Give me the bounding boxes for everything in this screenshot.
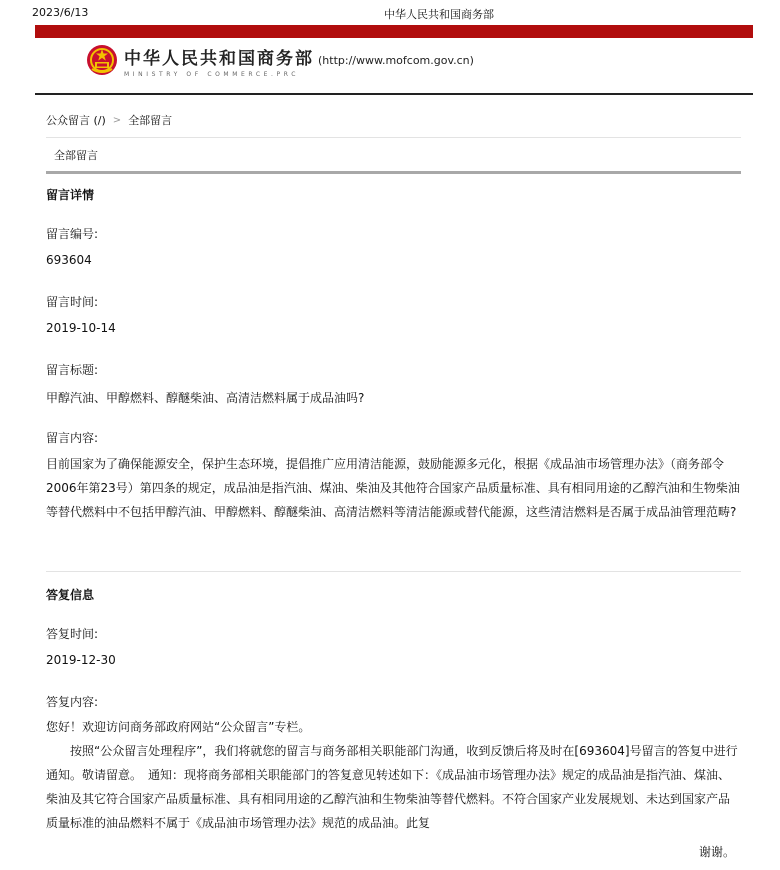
message-content-value: 目前国家为了确保能源安全，保护生态环境，提倡推广应用清洁能源，鼓励能源多元化，根据《成品油市场管理办法》（商务部令2006年第23号）第四条的规定，成品油是指汽油、煤油、柴油及其他符合国家产品质量标准、具有相同用途的乙醇汽油和生物柴油等替代燃料中不包括甲醇汽油、甲醇燃料、醇醚柴油、高清洁燃料等清洁能源或替代能源，这些清洁燃料是否属于成品油管理范畴? xyxy=(46,457,740,519)
breadcrumb-item-public-messages[interactable]: 公众留言 (/) xyxy=(46,114,106,127)
section-divider xyxy=(46,571,741,572)
message-title-label: 留言标题: xyxy=(46,363,99,377)
message-content-label: 留言内容: xyxy=(46,431,99,445)
logo-english-name: MINISTRY OF COMMERCE.PRC xyxy=(124,71,300,78)
logo-url: (http://www.mofcom.gov.cn) xyxy=(318,54,474,67)
reply-time-label: 答复时间: xyxy=(46,627,99,641)
reply-body: 按照“公众留言处理程序”，我们将就您的留言与商务部相关职能部门沟通，收到反馈后将及时在[693604]号留言的答复中进行通知。敬请留意。 通知：现将商务部相关职能部门的答复意见转述如下：《成品油市场管理办法》规定的成品油是指汽油、煤油、柴油及其它符合国家产品质量标准、具有相同用途的乙醇汽油和生物柴油等替代燃料。不符合国家产业发展规划、未达到国家产品质量标准的油品燃料不属于《成品油市场管理办法》规范的成品油。此复 xyxy=(46,744,738,830)
reply-greeting: 您好！欢迎访问商务部政府网站“公众留言”专栏。 xyxy=(46,720,311,734)
message-time-label: 留言时间: xyxy=(46,295,99,309)
message-content xyxy=(46,0,741,870)
message-number-value: 693604 xyxy=(46,253,92,267)
reply-heading: 答复信息 xyxy=(46,588,95,602)
print-date: 2023/6/13 xyxy=(32,6,89,19)
chevron-right-icon: > xyxy=(112,114,122,126)
tab-all-messages[interactable]: 全部留言 xyxy=(54,149,98,162)
message-title-value: 甲醇汽油、甲醇燃料、醇醚柴油、高清洁燃料属于成品油吗? xyxy=(46,391,365,405)
breadcrumb-item-all-messages[interactable]: 全部留言 xyxy=(128,114,173,127)
print-title: 中华人民共和国商务部 xyxy=(384,8,494,21)
logo-chinese-name: 中华人民共和国商务部 xyxy=(124,49,314,69)
reply-thanks: 谢谢。 xyxy=(698,845,735,859)
detail-heading: 留言详情 xyxy=(46,188,95,202)
reply-time-value: 2019-12-30 xyxy=(46,653,116,667)
reply-content-label: 答复内容: xyxy=(46,695,99,709)
message-number-label: 留言编号: xyxy=(46,227,99,241)
message-time-value: 2019-10-14 xyxy=(46,321,116,335)
